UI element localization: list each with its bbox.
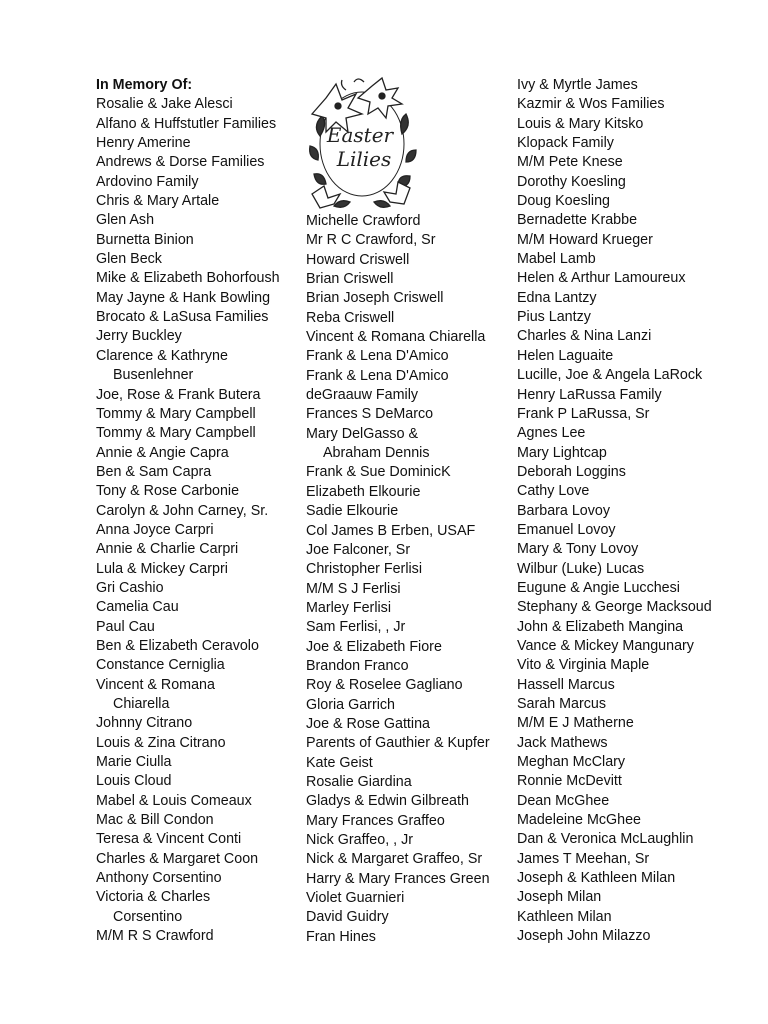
logo-text-line2: Lilies: [336, 147, 392, 171]
memorial-name: Charles & Nina Lanzi: [517, 328, 652, 345]
memorial-name: Brian Criswell: [306, 271, 394, 288]
memorial-name: Anna Joyce Carpri: [96, 521, 214, 538]
memorial-name-wrapped: [96, 347, 301, 386]
memorial-name: Joseph John Milazzo: [517, 928, 651, 945]
memorial-name-continuation: Abraham Dennis: [323, 445, 430, 462]
memorial-name: Tommy & Mary Campbell: [96, 405, 256, 422]
memorial-name: M/M R S Crawford: [96, 928, 214, 945]
memorial-name-part: Vincent & Romana: [96, 676, 215, 693]
memorial-name: Joe & Rose Gattina: [306, 715, 430, 732]
memorial-name: Kazmir & Wos Families: [517, 96, 665, 113]
memorial-name: Frank & Lena D'Amico: [306, 348, 449, 365]
memorial-name: Agnes Lee: [517, 425, 586, 442]
memorial-name: Frances S DeMarco: [306, 406, 434, 423]
memorial-name: Burnetta Binion: [96, 231, 194, 248]
easter-lilies-logo: [306, 76, 426, 212]
memorial-name: Howard Criswell: [306, 251, 410, 268]
memorial-name: Reba Criswell: [306, 309, 395, 326]
memorial-name: Annie & Charlie Carpri: [96, 541, 239, 558]
memorial-name: Bernadette Krabbe: [517, 212, 638, 229]
memorial-name: Stephany & George Macksoud: [517, 599, 712, 616]
memorial-name: Ben & Elizabeth Ceravolo: [96, 637, 259, 654]
memorial-name: Dean McGhee: [517, 792, 610, 809]
memorial-name: Frank P LaRussa, Sr: [517, 405, 650, 422]
memorial-name: Joseph & Kathleen Milan: [517, 870, 676, 887]
memorial-name: Pius Lantzy: [517, 309, 591, 326]
memorial-name: Carolyn & John Carney, Sr.: [96, 502, 269, 519]
memorial-name: Anthony Corsentino: [96, 870, 222, 887]
memorial-name-wrapped: [96, 888, 301, 927]
memorial-name: Tommy & Mary Campbell: [96, 425, 256, 442]
memorial-name: Glen Beck: [96, 251, 162, 268]
memorial-name-wrapped: [306, 425, 511, 464]
memorial-name: Christopher Ferlisi: [306, 561, 422, 578]
memorial-name: Louis & Zina Citrano: [96, 734, 226, 751]
memorial-name: Lucille, Joe & Angela LaRock: [517, 367, 703, 384]
memorial-name: Vance & Mickey Mangunary: [517, 637, 694, 654]
memorial-name: Henry LaRussa Family: [517, 386, 662, 403]
memorial-name: Violet Guarnieri: [306, 890, 405, 907]
memorial-name: Madeleine McGhee: [517, 812, 641, 829]
memorial-name: David Guidry: [306, 909, 389, 926]
memorial-name: Dan & Veronica McLaughlin: [517, 831, 694, 848]
memorial-name: Roy & Roselee Gagliano: [306, 677, 463, 694]
memorial-name: Louis Cloud: [96, 773, 172, 790]
memorial-name-continuation: Busenlehner: [113, 367, 194, 384]
memorial-name: Col James B Erben, USAF: [306, 522, 476, 539]
memorial-name: Hassell Marcus: [517, 676, 615, 693]
memorial-name: Klopack Family: [517, 135, 614, 152]
memorial-name: Brian Joseph Criswell: [306, 290, 444, 307]
memorial-name: Joe & Elizabeth Fiore: [306, 638, 442, 655]
memorial-name: Ivy & Myrtle James: [517, 77, 638, 93]
memorial-name: Rosalie Giardina: [306, 773, 412, 790]
memorial-name: Barbara Lovoy: [517, 502, 610, 519]
memorial-name-part: Victoria & Charles: [96, 889, 211, 906]
memorial-name: Elizabeth Elkourie: [306, 483, 421, 500]
memorial-name: Jerry Buckley: [96, 328, 182, 345]
memorial-name: Tony & Rose Carbonie: [96, 483, 240, 500]
memorial-name: Frank & Sue DominicK: [306, 464, 451, 481]
memorial-name: Wilbur (Luke) Lucas: [517, 560, 645, 577]
memorial-name: Ronnie McDevitt: [517, 773, 622, 790]
memorial-name-part: Clarence & Kathryne: [96, 347, 228, 364]
memorial-name: Michelle Crawford: [306, 213, 421, 229]
memorial-name: Marie Ciulla: [96, 754, 172, 771]
memorial-name: Cathy Love: [517, 483, 590, 500]
memorial-name: Rosalie & Jake Alesci: [96, 96, 233, 113]
memorial-column-2: [306, 76, 511, 947]
memorial-name-continuation: Corsentino: [113, 908, 183, 925]
memorial-name: Vito & Virginia Maple: [517, 657, 650, 674]
memorial-name: Teresa & Vincent Conti: [96, 831, 242, 848]
memorial-name: Sarah Marcus: [517, 696, 606, 712]
memorial-name: Mabel Lamb: [517, 251, 596, 268]
memorial-name: Parents of Gauthier & Kupfer: [306, 735, 490, 752]
memorial-name: Sadie Elkourie: [306, 503, 399, 520]
memorial-name: Mabel & Louis Comeaux: [96, 792, 252, 809]
memorial-name: Brocato & LaSusa Families: [96, 309, 269, 326]
memorial-name: M/M Howard Krueger: [517, 231, 653, 248]
memorial-name: Vincent & Romana Chiarella: [306, 329, 486, 346]
memorial-column-3: [517, 76, 757, 946]
memorial-name: Glen Ash: [96, 212, 155, 229]
memorial-name: Mary Frances Graffeo: [306, 812, 445, 829]
memorial-name: Nick Graffeo, , Jr: [306, 832, 413, 848]
memorial-name: Brandon Franco: [306, 657, 409, 674]
memorial-name: M/M Pete Knese: [517, 154, 623, 171]
memorial-name: Paul Cau: [96, 618, 155, 635]
floral-wreath-icon: [306, 76, 418, 210]
memorial-name: Helen Laguaite: [517, 347, 614, 364]
memorial-name: Gri Cashio: [96, 579, 164, 596]
memorial-name: Marley Ferlisi: [306, 599, 391, 616]
memorial-name: Louis & Mary Kitsko: [517, 115, 644, 132]
memorial-name: Harry & Mary Frances Green: [306, 870, 490, 887]
memorial-name: Mary & Tony Lovoy: [517, 541, 639, 558]
memorial-name: Eugune & Angie Lucchesi: [517, 579, 680, 596]
memorial-name: Joseph Milan: [517, 889, 602, 906]
memorial-name: Nick & Margaret Graffeo, Sr: [306, 851, 483, 868]
memorial-name: Constance Cerniglia: [96, 657, 225, 674]
memorial-name: Mac & Bill Condon: [96, 812, 214, 829]
memorial-name: Henry Amerine: [96, 135, 191, 152]
memorial-name: Joe Falconer, Sr: [306, 541, 411, 558]
memorial-name: Edna Lantzy: [517, 289, 597, 306]
memorial-name: Doug Koesling: [517, 193, 610, 210]
memorial-name: Mr R C Crawford, Sr: [306, 232, 436, 249]
memorial-name: Mike & Elizabeth Bohorfoush: [96, 270, 280, 287]
memorial-name: Jack Mathews: [517, 734, 608, 751]
memorial-name: John & Elizabeth Mangina: [517, 618, 684, 635]
memorial-name: deGraauw Family: [306, 387, 419, 404]
memorial-name: Ben & Sam Capra: [96, 463, 212, 480]
logo-text-line1: Easter: [326, 123, 394, 147]
memorial-name: Kathleen Milan: [517, 908, 612, 925]
memorial-column-1: [96, 76, 301, 946]
memorial-name: Sam Ferlisi, , Jr: [306, 619, 406, 636]
memorial-name: Helen & Arthur Lamoureux: [517, 270, 686, 287]
memorial-name: Lula & Mickey Carpri: [96, 560, 228, 577]
memorial-name: Mary Lightcap: [517, 444, 607, 461]
memorial-name-part: Mary DelGasso &: [306, 425, 419, 442]
memorial-name: Dorothy Koesling: [517, 173, 626, 190]
memorial-name-wrapped: [96, 676, 301, 715]
memorial-name: M/M E J Matherne: [517, 715, 634, 732]
memorial-name: Alfano & Huffstutler Families: [96, 115, 277, 132]
memorial-name: May Jayne & Hank Bowling: [96, 289, 271, 306]
memorial-name: James T Meehan, Sr: [517, 850, 650, 867]
memorial-name: Annie & Angie Capra: [96, 444, 229, 461]
memorial-name: Johnny Citrano: [96, 715, 193, 732]
memorial-name: Emanuel Lovoy: [517, 521, 616, 538]
memorial-name: Camelia Cau: [96, 599, 179, 616]
memorial-name: Meghan McClary: [517, 754, 626, 771]
memorial-name: Ardovino Family: [96, 173, 199, 190]
memorial-name: Frank & Lena D'Amico: [306, 367, 449, 384]
memorial-name: Kate Geist: [306, 754, 373, 771]
memorial-name: Chris & Mary Artale: [96, 193, 220, 210]
memorial-name: Charles & Margaret Coon: [96, 850, 259, 867]
memorial-name: Joe, Rose & Frank Butera: [96, 386, 261, 403]
memorial-name: Andrews & Dorse Families: [96, 154, 265, 171]
memorial-name: M/M S J Ferlisi: [306, 580, 401, 597]
memorial-name: Deborah Loggins: [517, 463, 626, 480]
in-memory-heading: In Memory Of:: [96, 77, 193, 93]
memorial-name: Gloria Garrich: [306, 696, 395, 713]
memorial-name: Gladys & Edwin Gilbreath: [306, 793, 469, 810]
memorial-name: Fran Hines: [306, 928, 376, 945]
memorial-name-continuation: Chiarella: [113, 696, 170, 712]
